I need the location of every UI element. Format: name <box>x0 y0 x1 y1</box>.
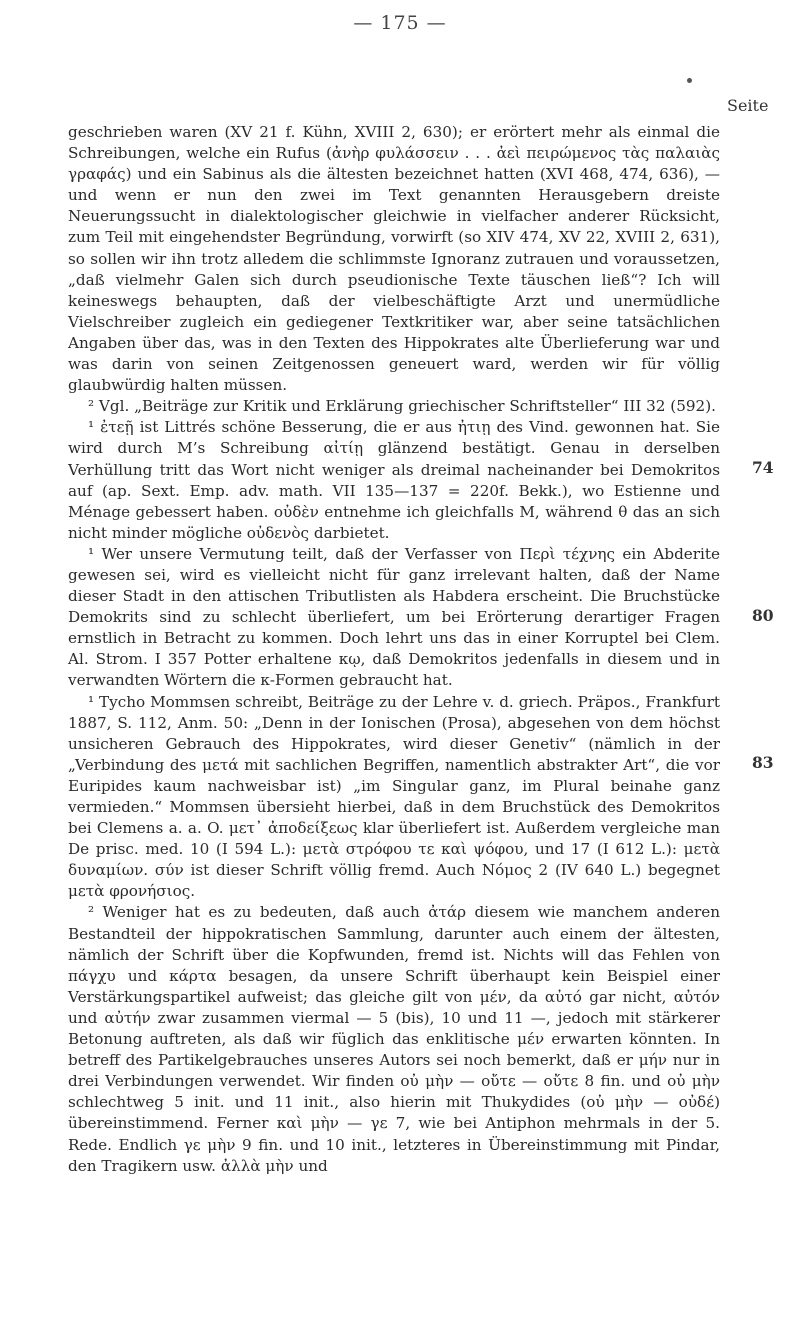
footnote-2-beitraege: ² Vgl. „Beiträge zur Kritik und Erklärung griechischer Schriftsteller“ III 32 (592). <box>88 397 716 416</box>
page-body <box>68 122 720 1177</box>
paragraph-main-text: geschrieben waren (XV 21 f. Kühn, XVIII 2, 630); er erörtert mehr als einmal die Schreibungen, welche ein Rufus (ἀνὴρ φυλάσσειν . . . ἀεὶ πειρώμενος τὰς παλαιὰς γραφάς) und ein Sabinus als die ältesten bezeichnet hatten (XVI 468, 474, 636), — und wenn er nun den zwei im Text genannten Herausgebern dreiste Neuerungssucht in dialektologischer gleichwie in vielfacher anderer Rücksicht, zum Teil mit eingehendster Begründung, vorwirft (so XIV 474, XV 22, XVIII 2, 631), so sollen wir ihn trotz alledem die schlimmste Ignoranz zutrauen und voraussetzen, „daß vielmehr Galen sich durch pseudionische Texte täuschen ließ“? Ich will keineswegs behaupten, daß der vielbeschäftigte Arzt und unermüdliche Vielschreiber zugleich ein gediegener Textkritiker war, aber seine tatsächlichen Angaben über das, was in den Texten des Hippokrates alte Überlieferung war und was darin von seinen Zeitgenossen geneuert ward, werden wir für völlig glaubwürdig halten müssen. <box>68 123 720 395</box>
column-label-seite: Seite <box>727 96 769 115</box>
footnote-1-abderite: ¹ Wer unsere Vermutung teilt, daß der Verfasser von Περὶ τέχνης ein Abderite gewesen sei, wird es vielleicht nicht für ganz irrelevant halten, daß der Name dieser Stadt in den attischen Tributlisten als Habdera erscheint. Die Bruchstücke Demokrits sind zu schlecht überliefert, um bei Erörterung derartiger Fragen ernstlich in Betracht zu kommen. Doch lehrt uns das in einer Korruptel bei Clem. Al. Strom. I 357 Potter erhaltene κῳ, daß Demokritos jedenfalls in diesem und in verwandten Wörtern die κ-Formen gebraucht hat. <box>68 544 720 690</box>
page-number: — 175 — <box>353 12 447 34</box>
footnote-1-mommsen: ¹ Tycho Mommsen schreibt, Beiträge zu der Lehre v. d. griech. Präpos., Frankfurt 1887, S. 112, Anm. 50: „Denn in der Ionischen (Prosa), abgesehen von dem höchst unsicheren Gebrauch des Hippokrates, wird dieser Genetiv“ (nämlich in der „Verbindung des μετά mit sachlichen Begriffen, namentlich abstrakter Art“, die vor Euripides kaum nachweisbar ist) „im Singular ganz, im Plural beinahe ganz vermieden.“ Mommsen übersieht hierbei, daß in dem Bruchstück des Demokritos bei Clemens a. a. O. μετ᾽ ἀποδείξεως klar überliefert ist. Außerdem vergleiche man De prisc. med. 10 (I 594 L.): μετὰ στρόφου τε καὶ ψόφου, und 17 (I 612 L.): μετὰ δυναμίων. σύν ist dieser Schrift völlig fremd. Auch Νόμος 2 (IV 640 L.) begegnet μετὰ φρονήσιος. <box>68 692 720 901</box>
margin-page-ref: 80 <box>752 606 774 625</box>
footnote-1-etee: ¹ ἐτεῇ ist Littrés schöne Besserung, die er aus ἠτιῃ des Vind. gewonnen hat. Sie wird durch M’s Schreibung αἰτίῃ glänzend bestätigt. Genau in derselben Verhüllung tritt das Wort nicht weniger als dreimal nacheinander bei Demokritos auf (ap. Sext. Emp. adv. math. VII 135—137 = 220f. Bekk.), wo Estienne und Ménage gebessert haben. οὐδὲν entnehme ich gleichfalls M, während θ das an sich nicht minder mögliche οὐδενὸς darbietet. <box>68 418 720 542</box>
margin-page-ref: 74 <box>752 458 774 477</box>
print-mark <box>687 78 692 83</box>
footnote-2-partikel: ² Weniger hat es zu bedeuten, daß auch ἀτάρ diesem wie manchem anderen Bestandteil der hippokratischen Sammlung, darunter auch einem der ältesten, nämlich der Schrift über die Kopfwunden, fremd ist. Nichts will das Fehlen von πάγχυ und κάρτα besagen, da unsere Schrift überhaupt kein Beispiel einer Verstärkungspartikel aufweist; das gleiche gilt von μέν, da αὐτό gar nicht, αὐτόν und αὐτήν zwar zusammen viermal — 5 (bis), 10 und 11 —, jedoch mit stärkerer Betonung auftreten, als daß wir füglich das enklitische μέν erwarten könnten. In betreff des Partikelgebrauches unseres Autors sei noch bemerkt, daß er μήν nur in drei Verbindungen verwendet. Wir finden οὐ μὴν — οὔτε — οὔτε 8 fin. und οὐ μὴν schlechtweg 5 init. und 11 init., also hierin mit Thukydides (οὐ μὴν — οὐδέ) übereinstimmend. Ferner καὶ μὴν — γε 7, wie bei Antiphon mehrmals in der 5. Rede. Endlich γε μὴν 9 fin. und 10 init., letzteres in Übereinstimmung mit Pindar, den Tragikern usw. ἀλλὰ μὴν und <box>68 903 720 1175</box>
margin-page-ref: 83 <box>752 753 774 772</box>
